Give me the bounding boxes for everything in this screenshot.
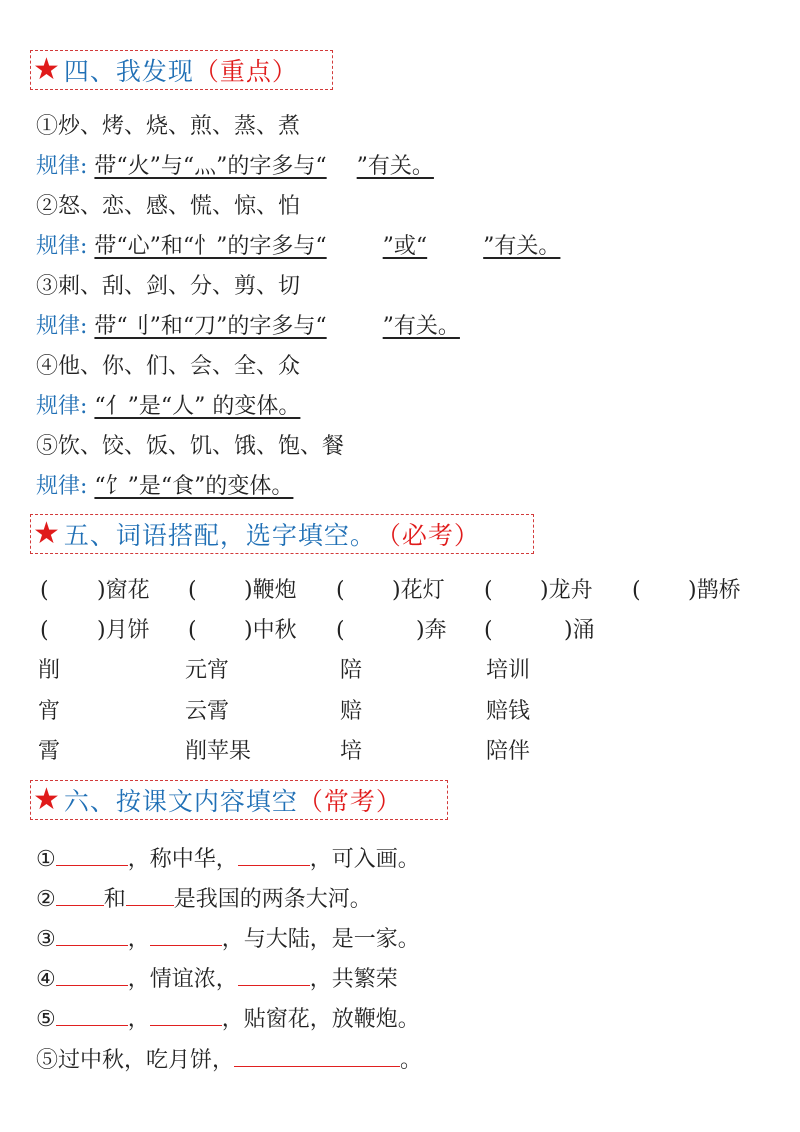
word-grid-cell: 削 bbox=[38, 658, 61, 683]
rule-text: “亻”是“人” 的变体。 bbox=[94, 394, 301, 419]
paren-open: ( bbox=[484, 618, 493, 643]
star-icon: ★ bbox=[33, 516, 60, 551]
word-grid-cell: 赔 bbox=[340, 699, 363, 724]
paren-open: ( bbox=[40, 578, 49, 603]
collocation-item: )涌 bbox=[564, 618, 595, 643]
paren-open: ( bbox=[40, 618, 49, 643]
collocation-item: )花灯 bbox=[392, 578, 445, 603]
sec4-words-3: ③刺、刮、剑、分、剪、切 bbox=[36, 274, 301, 299]
word-grid-cell: 陪 bbox=[340, 658, 363, 683]
sec4-rule-3 bbox=[36, 312, 460, 342]
sec6-item-2: ② 和 是我国的两条大河。 bbox=[36, 883, 372, 915]
answer-blank[interactable] bbox=[56, 1003, 128, 1026]
word-grid-cell: 元宵 bbox=[185, 658, 230, 683]
word-grid-cell: 云霄 bbox=[185, 699, 230, 724]
rule-label: 规律: bbox=[36, 314, 88, 339]
word-grid-cell: 宵 bbox=[38, 699, 61, 724]
answer-blank[interactable] bbox=[150, 923, 222, 946]
section-4-title: 四、我发现 bbox=[63, 57, 194, 86]
sec4-rule-2 bbox=[36, 232, 560, 262]
collocation-item: )龙舟 bbox=[540, 578, 593, 603]
rule-text: 带“心”和“忄”的字多与“ ”或“ ”有关。 bbox=[94, 234, 561, 259]
answer-blank[interactable] bbox=[56, 883, 104, 906]
collocation-item: )月饼 bbox=[97, 618, 150, 643]
collocation-item: )窗花 bbox=[97, 578, 150, 603]
rule-label: 规律: bbox=[36, 154, 88, 179]
collocation-item: )鞭炮 bbox=[244, 578, 297, 603]
paren-open: ( bbox=[188, 618, 197, 643]
star-icon: ★ bbox=[33, 52, 60, 87]
section-6-title: 六、按课文内容填空 bbox=[63, 787, 298, 816]
paren-open: ( bbox=[632, 578, 641, 603]
sec6-item-1: ① ，称中华， ，可入画。 bbox=[36, 843, 420, 875]
answer-blank[interactable] bbox=[56, 923, 128, 946]
section-4-header bbox=[30, 50, 333, 90]
sec4-rule-1 bbox=[36, 152, 434, 182]
sec4-words-4: ④他、你、们、会、全、众 bbox=[36, 354, 301, 379]
rule-label: 规律: bbox=[36, 394, 88, 419]
word-grid-cell: 培 bbox=[340, 739, 363, 764]
paren-open: ( bbox=[336, 578, 345, 603]
sec4-words-2: ②怒、恋、感、慌、惊、怕 bbox=[36, 194, 301, 219]
answer-blank[interactable] bbox=[238, 843, 310, 866]
section-6-header bbox=[30, 780, 448, 820]
sec6-item-3: ③ ， ，与大陆，是一家。 bbox=[36, 923, 420, 955]
sec6-item-4: ④ ，情谊浓， ，共繁荣 bbox=[36, 963, 398, 995]
collocation-item: )奔 bbox=[416, 618, 447, 643]
sec6-item-5: ⑤ ， ，贴窗花，放鞭炮。 bbox=[36, 1003, 420, 1035]
paren-open: ( bbox=[188, 578, 197, 603]
sec4-rule-4 bbox=[36, 392, 300, 422]
answer-blank[interactable] bbox=[126, 883, 174, 906]
section-5-header bbox=[30, 514, 534, 554]
answer-blank[interactable] bbox=[234, 1044, 400, 1067]
word-grid-cell: 赔钱 bbox=[486, 699, 531, 724]
rule-text: 带“刂”和“刀”的字多与“ ”有关。 bbox=[94, 314, 460, 339]
answer-blank[interactable] bbox=[56, 963, 128, 986]
collocation-item: )中秋 bbox=[244, 618, 297, 643]
paren-open: ( bbox=[336, 618, 345, 643]
rule-label: 规律: bbox=[36, 234, 88, 259]
answer-blank[interactable] bbox=[150, 1003, 222, 1026]
word-grid-cell: 陪伴 bbox=[486, 739, 531, 764]
answer-blank[interactable] bbox=[238, 963, 310, 986]
rule-label: 规律: bbox=[36, 474, 88, 499]
paren-open: ( bbox=[484, 578, 493, 603]
word-grid-cell: 霄 bbox=[38, 739, 61, 764]
section-6-note: （常考） bbox=[297, 787, 402, 816]
section-5-title: 五、词语搭配，选字填空。 bbox=[63, 521, 376, 550]
star-icon: ★ bbox=[33, 782, 60, 817]
sec4-rule-5 bbox=[36, 472, 293, 502]
word-grid-cell: 削苹果 bbox=[185, 739, 252, 764]
section-4-note: （重点） bbox=[193, 57, 298, 86]
word-grid-cell: 培训 bbox=[486, 658, 531, 683]
section-5-note: （必考） bbox=[375, 521, 480, 550]
rule-text: “饣”是“食”的变体。 bbox=[94, 474, 294, 499]
rule-text: 带“火”与“灬”的字多与“ ”有关。 bbox=[94, 154, 434, 179]
sec4-words-5: ⑤饮、饺、饭、饥、饿、饱、餐 bbox=[36, 434, 345, 459]
collocation-item: )鹊桥 bbox=[688, 578, 741, 603]
sec4-words-1: ①炒、烤、烧、煎、蒸、煮 bbox=[36, 114, 301, 139]
sec6-item-6: ⑤过中秋，吃月饼， 。 bbox=[36, 1044, 422, 1076]
answer-blank[interactable] bbox=[56, 843, 128, 866]
